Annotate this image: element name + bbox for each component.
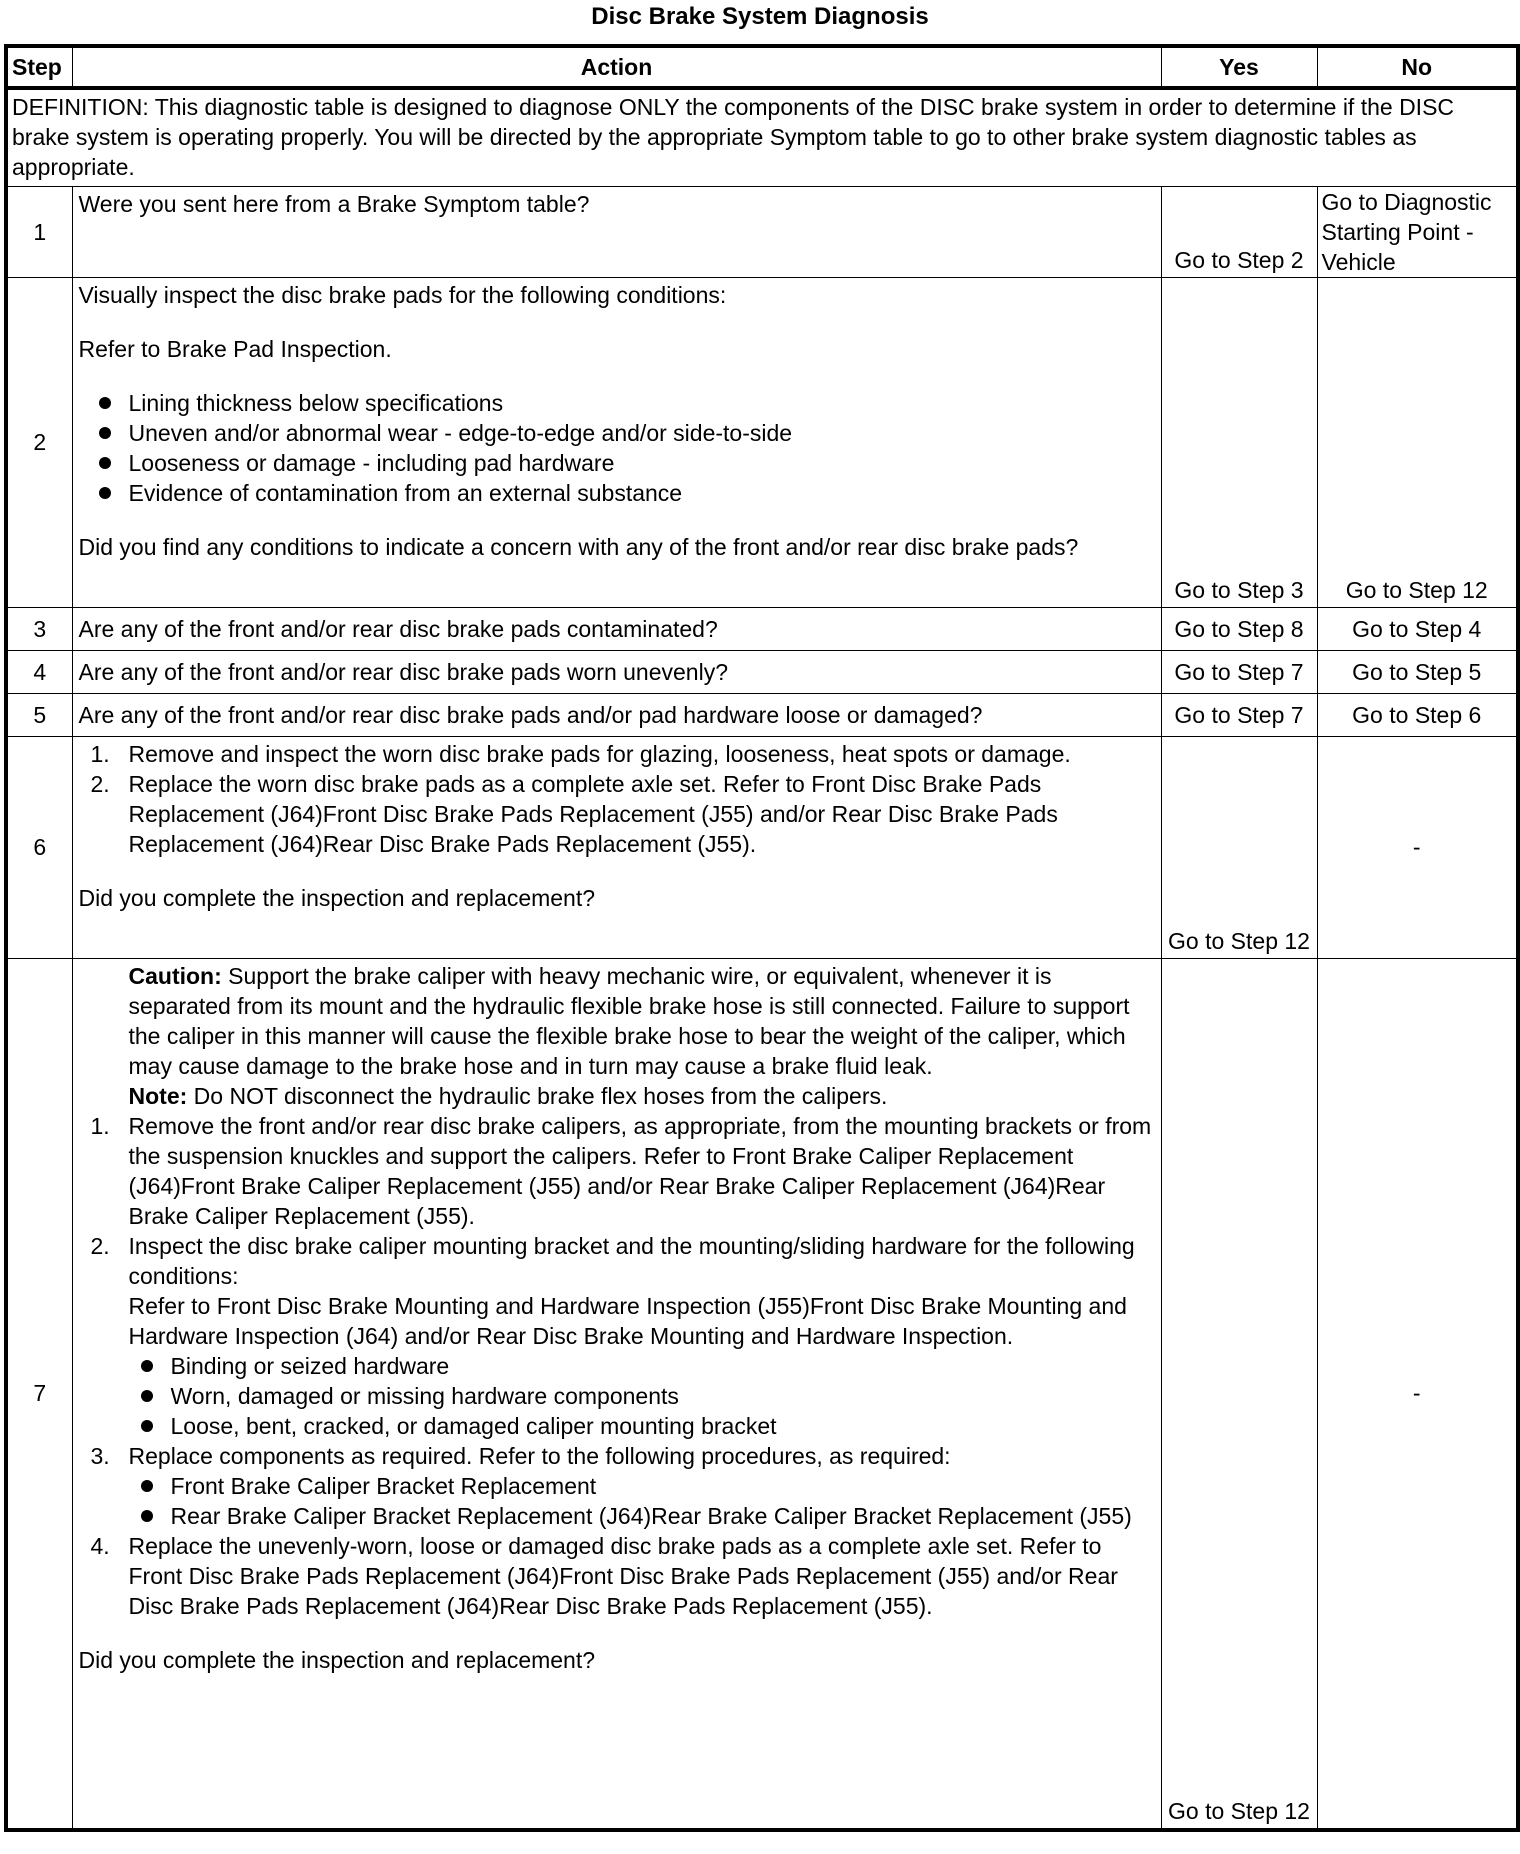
no-result: Go to Step 5 [1317, 650, 1518, 693]
header-no: No [1317, 46, 1518, 88]
step-number: 6 [6, 736, 72, 958]
list-item: Worn, damaged or missing hardware components [129, 1381, 1155, 1411]
step-number: 7 [6, 958, 72, 1830]
action-text: Were you sent here from a Brake Symptom table? [72, 186, 1161, 277]
item-text: Replace components as required. Refer to the following procedures, as required: [128, 1442, 951, 1469]
item-number: 1. [90, 740, 110, 767]
table-row [6, 277, 1518, 607]
action-cell [72, 736, 1161, 958]
action-question: Did you find any conditions to indicate a concern with any of the front and/or rear disc brake pads? [78, 533, 1079, 560]
action-question: Did you complete the inspection and replacement? [78, 1646, 596, 1673]
item-number: 2. [90, 770, 110, 797]
yes-result: Go to Step 7 [1161, 693, 1317, 736]
yes-result: Go to Step 2 [1161, 186, 1317, 277]
list-item [79, 1531, 1155, 1621]
list-item: Lining thickness below specifications [79, 388, 1155, 418]
list-item: Uneven and/or abnormal wear - edge-to-edge and/or side-to-side [79, 418, 1155, 448]
table-row [6, 650, 1518, 693]
procedure-list [79, 739, 1155, 859]
table-row [6, 186, 1518, 277]
list-item: Loose, bent, cracked, or damaged caliper mounting bracket [129, 1411, 1155, 1441]
list-item: Binding or seized hardware [129, 1351, 1155, 1381]
table-row [6, 736, 1518, 958]
action-refer: Refer to Brake Pad Inspection. [78, 335, 392, 362]
list-item [79, 1111, 1155, 1231]
table-row [6, 693, 1518, 736]
no-result: - [1317, 736, 1518, 958]
procedure-links [129, 1471, 1155, 1531]
header-row [6, 46, 1518, 88]
item-number: 3. [90, 1442, 110, 1469]
diagnosis-table [4, 44, 1520, 1832]
action-text: Are any of the front and/or rear disc brake pads contaminated? [72, 607, 1161, 650]
page-title: Disc Brake System Diagnosis [591, 3, 929, 30]
item-number: 2. [90, 1232, 110, 1259]
header-yes: Yes [1161, 46, 1317, 88]
step-number: 1 [6, 186, 72, 277]
list-item: Front Brake Caliper Bracket Replacement [129, 1471, 1155, 1501]
list-item [79, 739, 1155, 769]
note-text [79, 1081, 1155, 1111]
step-number: 2 [6, 277, 72, 607]
list-item: Evidence of contamination from an external substance [79, 478, 1155, 508]
list-item [79, 1231, 1155, 1441]
item-text: Remove and inspect the worn disc brake pads for glazing, looseness, heat spots or damage. [128, 740, 1071, 767]
no-result: Go to Diagnostic Starting Point - Vehicle [1317, 186, 1518, 277]
note-label: Note: [128, 1082, 188, 1109]
list-item [79, 769, 1155, 859]
condition-list [79, 388, 1155, 508]
step-number: 4 [6, 650, 72, 693]
list-item [79, 1441, 1155, 1531]
caution-text [79, 961, 1155, 1081]
action-question: Did you complete the inspection and replacement? [78, 884, 596, 911]
action-cell [72, 958, 1161, 1830]
action-intro: Visually inspect the disc brake pads for the following conditions: [78, 281, 727, 308]
yes-result: Go to Step 12 [1161, 736, 1317, 958]
no-result: Go to Step 4 [1317, 607, 1518, 650]
yes-result: Go to Step 8 [1161, 607, 1317, 650]
list-item: Rear Brake Caliper Bracket Replacement (J64)Rear Brake Caliper Bracket Replacement (J55) [129, 1501, 1155, 1531]
item-refer: Refer to Front Disc Brake Mounting and Hardware Inspection (J55)Front Disc Brake Mounting and Hardware Inspection (J64) and/or Rear Disc Brake Mounting and Hardware Inspection. [128, 1292, 1127, 1349]
condition-list [129, 1351, 1155, 1441]
yes-result: Go to Step 12 [1161, 958, 1317, 1830]
no-result: Go to Step 6 [1317, 693, 1518, 736]
header-action: Action [72, 46, 1161, 88]
no-result: - [1317, 958, 1518, 1830]
caution-label: Caution: [128, 962, 222, 989]
item-number: 1. [90, 1112, 110, 1139]
list-item: Looseness or damage - including pad hardware [79, 448, 1155, 478]
action-cell [72, 277, 1161, 607]
note-body: Do NOT disconnect the hydraulic brake flex hoses from the calipers. [187, 1082, 888, 1109]
table-row [6, 607, 1518, 650]
item-text: Remove the front and/or rear disc brake calipers, as appropriate, from the mounting brackets or from the suspension knuckles and support the calipers. Refer to Front Brake Caliper Replacement (J64)Front Brake Caliper Replacement (J55) and/or Rear Brake Caliper Replacement (J64)Rear Brake Caliper Replacement (J55). [128, 1112, 1152, 1229]
action-text: Are any of the front and/or rear disc brake pads worn unevenly? [72, 650, 1161, 693]
yes-result: Go to Step 3 [1161, 277, 1317, 607]
item-text: Replace the worn disc brake pads as a complete axle set. Refer to Front Disc Brake Pads Replacement (J64)Front Disc Brake Pads Replacement (J55) and/or Rear Disc Brake Pads Replacement (J64)Rear Disc Brake Pads Replacement (J55). [128, 770, 1058, 857]
step-number: 5 [6, 693, 72, 736]
action-text: Are any of the front and/or rear disc brake pads and/or pad hardware loose or damaged? [72, 693, 1161, 736]
item-number: 4. [90, 1532, 110, 1559]
no-result: Go to Step 12 [1317, 277, 1518, 607]
yes-result: Go to Step 7 [1161, 650, 1317, 693]
item-text: Inspect the disc brake caliper mounting bracket and the mounting/sliding hardware for the following conditions: [128, 1232, 1135, 1289]
caution-body: Support the brake caliper with heavy mechanic wire, or equivalent, whenever it is separated from its mount and the hydraulic flexible brake hose is still connected. Failure to support the caliper in this manner will cause the flexible brake hose to bear the weight of the caliper, which may cause damage to the brake hose and in turn may cause a brake fluid leak. [128, 962, 1130, 1079]
definition-row [6, 88, 1518, 186]
item-text: Replace the unevenly-worn, loose or damaged disc brake pads as a complete axle set. Refer to Front Disc Brake Pads Replacement (J64)Front Disc Brake Pads Replacement (J55) and/or Rear Disc Brake Pads Replacement (J64)Rear Disc Brake Pads Replacement (J55). [128, 1532, 1118, 1619]
step-number: 3 [6, 607, 72, 650]
table-row [6, 958, 1518, 1830]
definition-text: DEFINITION: This diagnostic table is designed to diagnose ONLY the components of the DISC brake system in order to determine if the DISC brake system is operating properly. You will be directed by the appropriate Symptom table to go to other brake system diagnostic tables as appropriate. [6, 88, 1518, 186]
procedure-list [79, 1111, 1155, 1621]
header-step: Step [6, 46, 72, 88]
